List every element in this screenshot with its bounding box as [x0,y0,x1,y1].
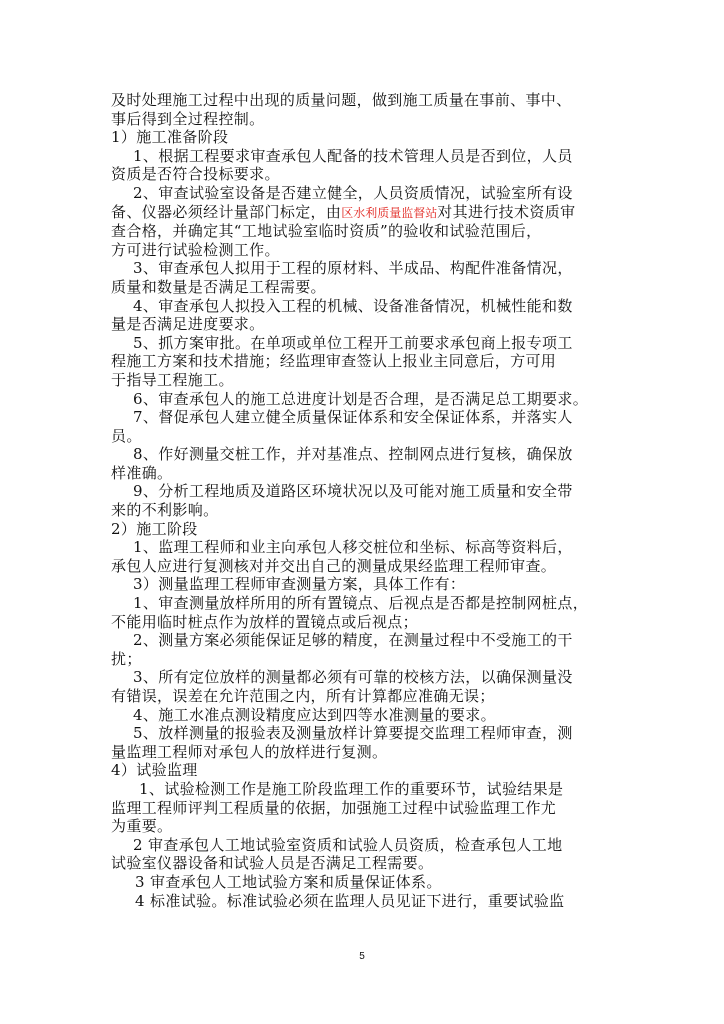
text-line: 5、抓方案审批。在单项或单位工程开工前要求承包商上报专项工 [133,333,573,352]
text-line: 2 审查承包人工地试验室资质和试验人员资质，检查承包人工地 [133,835,563,854]
text-line: 6、审查承包人的施工总进度计划是否合理，是否满足总工期要求。 [133,389,589,408]
text-line: 质量和数量是否满足工程需要。 [111,277,326,296]
text-line: 1、试验检测工作是施工阶段监理工作的重要环节，试验结果是 [139,779,564,798]
text-line: 有错误，误差在允许范围之内，所有计算都应准确无误； [111,687,495,705]
text-line: 方可进行试验检测工作。 [111,240,280,259]
text-line: 扰； [111,649,142,668]
text-line: 9、分析工程地质及道路区环境状况以及可能对施工质量和安全带 [133,482,573,501]
text-line: 4、审查承包人拟投入工程的机械、设备准备情况，机械性能和数 [133,296,573,315]
section-heading: 1）施工准备阶段 [111,128,229,147]
text-line: 2、测量方案必须能保证足够的精度，在测量过程中不受施工的干 [133,631,573,650]
text-line: 样准确。 [111,463,173,482]
text-line: 及时处理施工过程中出现的质量问题，做到施工质量在事前、事中、 [111,91,572,109]
text-line: 5、放样测量的报验表及测量放样计算要提交监理工程师审查，测 [133,724,573,743]
text-line: 3、所有定位放样的测量都必须有可靠的校核方法，以确保测量没 [133,668,573,687]
text-line: 3）测量监理工程师审查测量方案，具体工作有： [133,575,466,594]
text-line: 试验室仪器设备和试验人员是否满足工程需要。 [111,854,434,873]
text-line: 为重要。 [111,817,173,836]
text-line: 员。 [111,426,142,445]
text-line: 1、审查测量放样所用的所有置镜点、后视点是否都是控制网桩点， [133,594,589,613]
text-line: 资质是否符合投标要求。 [111,165,280,184]
page-number: 5 [359,951,365,962]
text-line: 事后得到全过程控制。 [111,109,265,128]
text-line: 程施工方案和技术措施；经监理审查签认上报业主同意后，方可用 [111,352,557,371]
text-line: 于指导工程施工。 [111,370,234,389]
text-line: 3 审查承包人工地试验方案和质量保证体系。 [135,872,442,891]
text-line: 量监理工程师对承包人的放样进行复测。 [111,742,388,761]
text-line: 1、监理工程师和业主向承包人移交桩位和坐标、标高等资料后， [133,538,573,557]
text-line: 1、根据工程要求审查承包人配备的技术管理人员是否到位，人员 [133,146,573,165]
text-line: 监理工程师评判工程质量的依据，加强施工过程中试验监理工作尤 [111,798,557,817]
text-line [111,203,631,223]
text-line: 查合格，并确定其“工地试验室临时资质”的验收和试验范围后， [111,222,542,241]
text-line: 4、施工水准点测设精度应达到四等水准测量的要求。 [133,705,496,724]
text-segment: 备、仪器必须经计量部门标定，由 [111,202,342,221]
text-segment: 对其进行技术资质审 [437,202,576,221]
text-line: 不能用临时桩点作为放样的置镜点或后视点； [111,612,419,631]
text-line: 来的不利影响。 [111,501,219,520]
text-line: 承包人应进行复测核对并交出自己的测量成果经监理工程师审查。 [111,556,557,575]
text-line: 7、督促承包人建立健全质量保证体系和安全保证体系，并落实人 [133,408,573,427]
text-line: 2、审查试验室设备是否建立健全，人员资质情况，试验室所有设 [133,183,573,202]
section-heading: 2）施工阶段 [111,519,198,538]
highlighted-org-name: 区水利质量监督站 [341,205,438,220]
body-text [111,91,631,910]
section-heading: 4）试验监理 [111,761,198,780]
text-line: 量是否满足进度要求。 [111,315,265,334]
text-line: 3、审查承包人拟用于工程的原材料、半成品、构配件准备情况， [133,259,573,278]
text-line: 8、作好测量交桩工作，并对基准点、控制网点进行复核，确保放 [133,445,573,464]
text-line: 4 标准试验。标准试验必须在监理人员见证下进行，重要试验监 [135,891,565,910]
